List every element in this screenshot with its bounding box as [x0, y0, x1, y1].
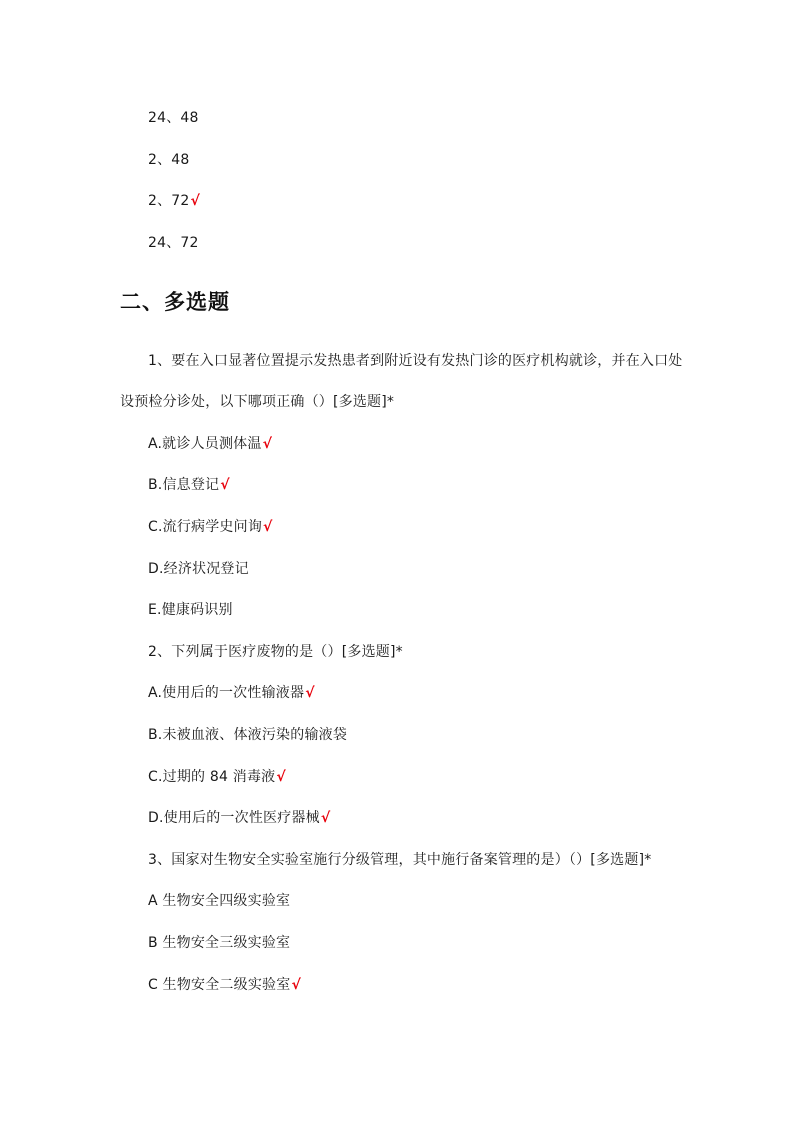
option-line	[148, 601, 233, 619]
option-text: 2、48	[148, 152, 190, 168]
check-mark-icon: √	[291, 977, 301, 993]
option-text: 24、72	[148, 235, 199, 251]
question-text: 2、下列属于医疗废物的是（）[多选题]*	[148, 644, 403, 660]
option-text: 24、48	[148, 110, 199, 126]
option-text: B.信息登记	[148, 477, 220, 493]
option-text: B 生物安全三级实验室	[148, 935, 291, 951]
option-line	[148, 726, 347, 744]
option-line	[148, 109, 199, 127]
option-text: C.过期的 84 消毒液	[148, 769, 276, 785]
option-line	[148, 768, 286, 786]
option-text: B.未被血液、体液污染的输液袋	[148, 727, 348, 743]
check-mark-icon: √	[220, 477, 230, 493]
option-line	[148, 684, 315, 702]
option-text: D.使用后的一次性医疗器械	[148, 810, 320, 826]
option-line	[148, 934, 290, 952]
question-text-continued: 设预检分诊处，以下哪项正确（）[多选题]*	[120, 394, 395, 410]
option-line	[148, 809, 330, 827]
option-text: D.经济状况登记	[148, 561, 249, 577]
option-text: 2、72	[148, 193, 190, 209]
check-mark-icon: √	[305, 685, 315, 701]
check-mark-icon: √	[263, 519, 273, 535]
option-text: A.就诊人员测体温	[148, 436, 262, 452]
option-line	[148, 560, 249, 578]
option-line	[148, 151, 190, 169]
check-mark-icon: √	[190, 193, 201, 209]
option-line	[148, 518, 273, 536]
option-line	[148, 192, 200, 210]
option-line	[148, 892, 290, 910]
section-heading: 二、多选题	[120, 290, 230, 314]
option-text: A 生物安全四级实验室	[148, 893, 291, 909]
question-text: 3、国家对生物安全实验室施行分级管理，其中施行备案管理的是）（）[多选题]*	[148, 852, 652, 868]
option-text: E.健康码识别	[148, 602, 233, 618]
option-text: C 生物安全二级实验室	[148, 977, 291, 993]
option-line	[148, 976, 301, 994]
option-line	[148, 476, 230, 494]
question-text: 1、要在入口显著位置提示发热患者到附近设有发热门诊的医疗机构就诊，并在入口处	[148, 353, 683, 369]
option-line	[148, 234, 199, 252]
option-text: A.使用后的一次性输液器	[148, 685, 305, 701]
check-mark-icon: √	[262, 436, 273, 452]
check-mark-icon: √	[320, 810, 331, 826]
check-mark-icon: √	[276, 769, 286, 785]
option-text: C.流行病学史问询	[148, 519, 263, 535]
option-line	[148, 435, 272, 453]
